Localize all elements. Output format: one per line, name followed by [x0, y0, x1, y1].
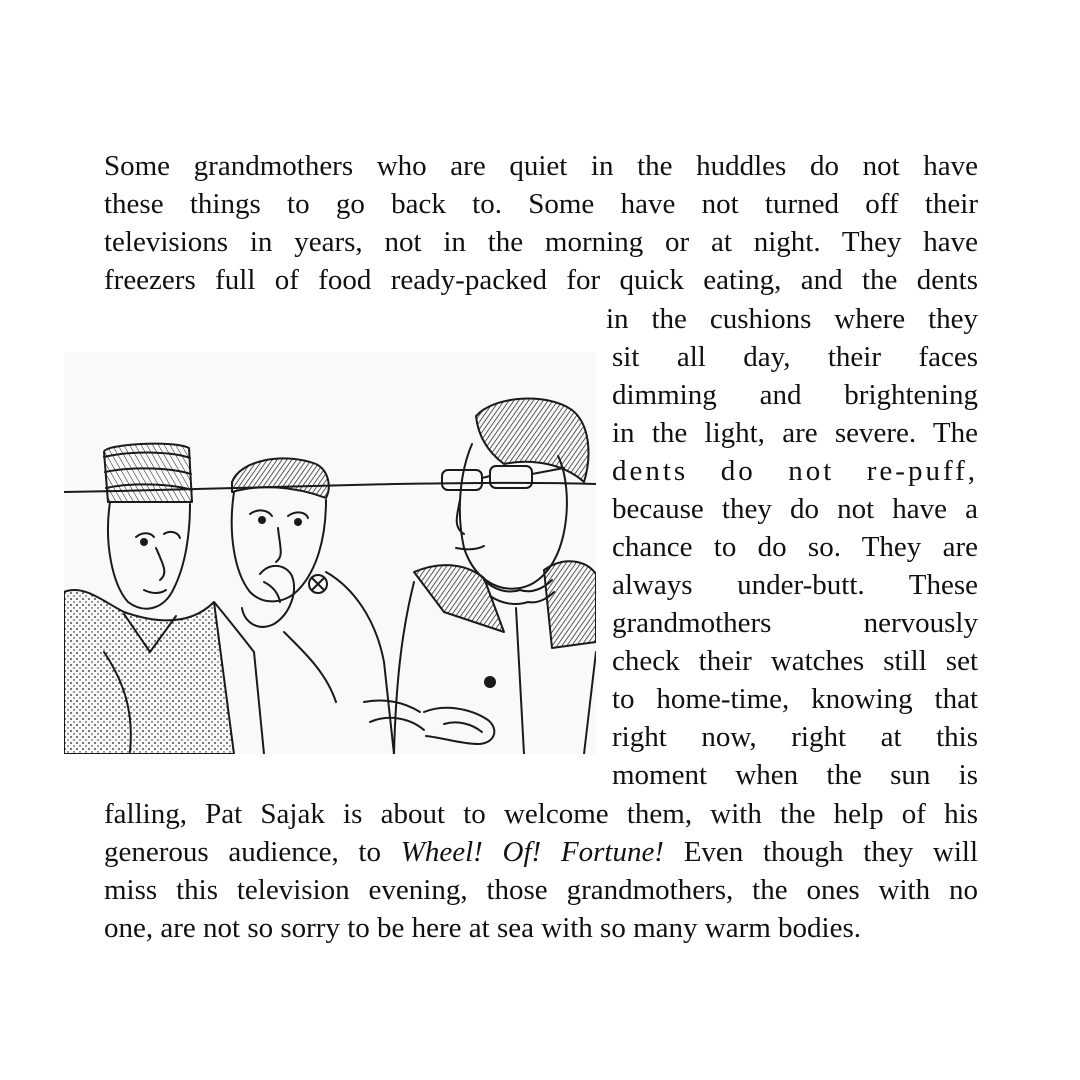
- text-line: to home-time, knowing that: [612, 683, 978, 715]
- text-line: always under-butt. These: [612, 569, 978, 601]
- text-line: televisions in years, not in the morning or at night. They have: [104, 226, 978, 258]
- text-line: one, are not so sorry to be here at sea with so many warm bodies.: [104, 912, 862, 944]
- text-line: dimming and brightening: [612, 379, 978, 411]
- text-line: moment when the sun is: [612, 759, 978, 791]
- text-line: Some grandmothers who are quiet in the huddles do not have: [104, 150, 978, 182]
- text-line: right now, right at this: [612, 721, 978, 753]
- text-line: because they do not have a: [612, 493, 978, 525]
- show-title: Wheel! Of! Fortune!: [400, 836, 664, 868]
- text-line: in the cushions where they: [606, 303, 978, 335]
- text-line: miss this television evening, those grandmothers, the ones with no: [104, 874, 978, 906]
- text-fragment: Even though they will: [683, 836, 978, 868]
- text-line: chance to do so. They are: [612, 531, 978, 563]
- text-line: grandmothers nervously: [612, 607, 978, 639]
- text-fragment: generous audience, to: [104, 836, 381, 868]
- text-line: in the light, are severe. The: [612, 417, 978, 449]
- text-line: these things to go back to. Some have not turned off their: [104, 188, 978, 220]
- text-line: check their watches still set: [612, 645, 978, 677]
- three-grandmothers-sketch-icon: [64, 352, 596, 754]
- text-line: freezers full of food ready-packed for quick eating, and the dents: [104, 264, 978, 296]
- text-line-with-title: [104, 833, 978, 871]
- text-line: falling, Pat Sajak is about to welcome them, with the help of his: [104, 798, 978, 830]
- text-line: dents do not re-puff,: [612, 455, 978, 487]
- sketch-drawing: [64, 352, 596, 754]
- text-line: sit all day, their faces: [612, 341, 978, 373]
